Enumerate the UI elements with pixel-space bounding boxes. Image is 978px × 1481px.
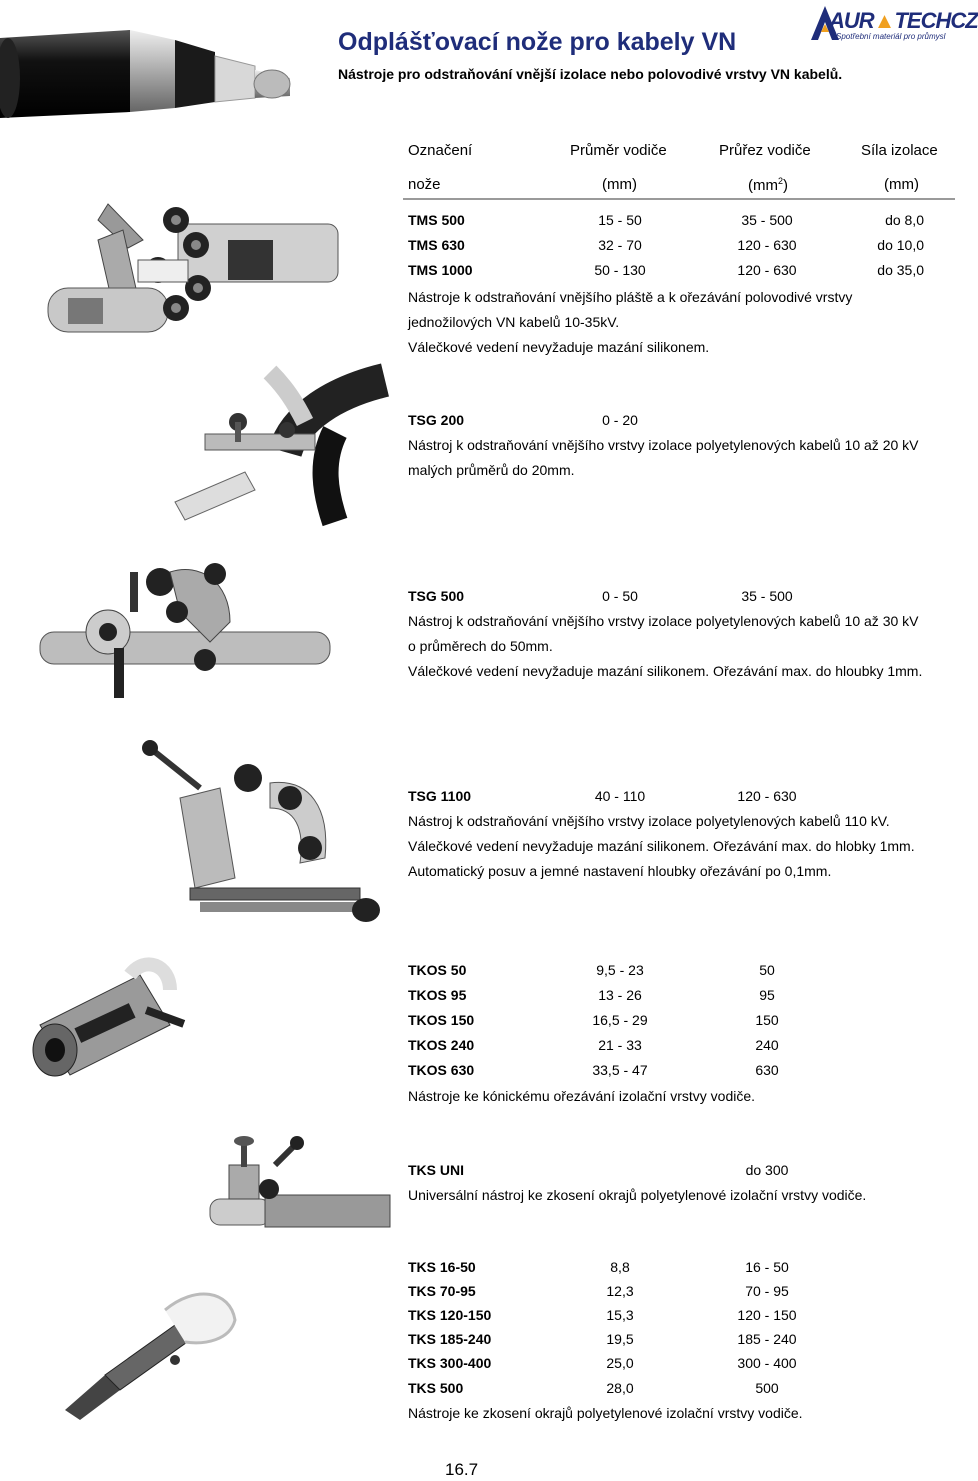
tks-row-6-diam: 28,0 (606, 1380, 634, 1396)
tks-row-2-diam: 12,3 (606, 1283, 634, 1299)
tms-row-3-section: 120 - 630 (737, 262, 797, 278)
page-subtitle: Nástroje pro odstraňování vnější izolace nebo polovodivé vrstvy VN kabelů. (338, 66, 843, 82)
tkos-row-4-section: 240 (755, 1037, 779, 1053)
tms-row-2-diam: 32 - 70 (598, 237, 642, 253)
tkos-row-5-name: TKOS 630 (408, 1062, 475, 1078)
tkos-row-1-section: 50 (759, 962, 775, 978)
col-header-section: Průřez vodiče (719, 142, 811, 159)
tks-row-6-section: 500 (755, 1380, 779, 1396)
tks-row-2-section: 70 - 95 (745, 1283, 789, 1299)
tks-row-4-name: TKS 185-240 (408, 1331, 492, 1347)
tks-desc: Nástroje ke zkosení okrajů polyetylenové izolační vrstvy vodiče. (408, 1405, 803, 1421)
tks-row-4-diam: 19,5 (606, 1331, 634, 1347)
tms-tool-image (48, 200, 378, 340)
tks-uni-tool-image (205, 1135, 395, 1235)
tks-row-6-name: TKS 500 (408, 1380, 464, 1396)
tsg500-desc-1: Nástroj k odstraňování vnějšího vrstvy izolace polyetylenových kabelů 10 až 30 kV (408, 613, 919, 629)
tms-row-1-name: TMS 500 (408, 212, 465, 228)
tsg1100-desc-3: Automatický posuv a jemné nastavení hloubky ořezávání po 0,1mm. (408, 863, 832, 879)
tks-tool-image (65, 1280, 240, 1420)
tsg200-desc-1: Nástroj k odstraňování vnějšího vrstvy izolace polyetylenových kabelů 10 až 20 kV (408, 437, 919, 453)
col-subheader-diameter: (mm) (602, 176, 637, 193)
header-divider (403, 198, 955, 200)
tks-row-3-diam: 15,3 (606, 1307, 634, 1323)
tkos-row-4-diam: 21 - 33 (598, 1037, 642, 1053)
tsg200-desc-2: malých průměrů do 20mm. (408, 462, 575, 478)
tms-row-1-section: 35 - 500 (741, 212, 793, 228)
tms-row-1-insul: do 8,0 (885, 212, 924, 228)
logo-brand-b: TECHCZ (894, 8, 978, 33)
tkos-row-2-name: TKOS 95 (408, 987, 467, 1003)
tks-row-2-name: TKS 70-95 (408, 1283, 476, 1299)
tksuni-section: do 300 (745, 1162, 789, 1178)
tsg200-diam: 0 - 20 (602, 412, 638, 428)
col-header-insulation: Síla izolace (861, 142, 938, 159)
tms-desc-1: Nástroje k odstraňování vnějšího pláště a k ořezávání polovodivé vrstvy (408, 289, 853, 305)
tsg500-desc-3: Válečkové vedení nevyžaduje mazání silikonem. Ořezávání max. do hloubky 1mm. (408, 663, 923, 679)
tsg500-desc-2: o průměrech do 50mm. (408, 638, 553, 654)
page-number: 16.7 (445, 1460, 479, 1479)
tms-row-2-section: 120 - 630 (737, 237, 797, 253)
tkos-row-1-diam: 9,5 - 23 (596, 962, 644, 978)
tks-row-5-diam: 25,0 (606, 1355, 634, 1371)
tks-row-3-name: TKS 120-150 (408, 1307, 492, 1323)
col-header-diameter: Průměr vodiče (570, 142, 667, 159)
tsg-200-tool-image (175, 362, 390, 532)
page-title: Odplášťovací nože pro kabely VN (338, 28, 737, 56)
tsg200-name: TSG 200 (408, 412, 465, 428)
col-subheader-designation: nože (408, 176, 441, 193)
tsg1100-section: 120 - 630 (737, 788, 797, 804)
tsg1100-diam: 40 - 110 (594, 788, 646, 804)
tksuni-name: TKS UNI (408, 1162, 464, 1178)
tkos-row-2-section: 95 (759, 987, 775, 1003)
logo-tagline: Spotřební materiál pro průmysl (836, 32, 946, 41)
tms-row-2-name: TMS 630 (408, 237, 465, 253)
tkos-row-5-diam: 33,5 - 47 (592, 1062, 648, 1078)
tks-row-1-section: 16 - 50 (745, 1259, 789, 1275)
tms-desc-3: Válečkové vedení nevyžaduje mazání silikonem. (408, 339, 710, 355)
tkos-row-2-diam: 13 - 26 (598, 987, 642, 1003)
tms-row-3-name: TMS 1000 (408, 262, 473, 278)
tms-row-2-insul: do 10,0 (877, 237, 924, 253)
tms-row-3-diam: 50 - 130 (594, 262, 646, 278)
cable-cross-section-image (0, 0, 335, 125)
tsg500-diam: 0 - 50 (602, 588, 638, 604)
tkos-row-5-section: 630 (755, 1062, 779, 1078)
tsg500-name: TSG 500 (408, 588, 465, 604)
tkos-desc: Nástroje ke kónickému ořezávání izolační vrstvy vodiče. (408, 1088, 756, 1104)
tms-desc-2: jednožilových VN kabelů 10-35kV. (408, 314, 620, 330)
tkos-row-1-name: TKOS 50 (408, 962, 467, 978)
tkos-row-3-diam: 16,5 - 29 (592, 1012, 648, 1028)
tms-row-3-insul: do 35,0 (877, 262, 924, 278)
tkos-row-3-section: 150 (755, 1012, 779, 1028)
tks-row-5-section: 300 - 400 (737, 1355, 797, 1371)
logo-brand-a: AUR (829, 8, 874, 33)
col-subheader-section: $(mm^2)$ (748, 176, 789, 194)
tms-row-1-diam: 15 - 50 (598, 212, 642, 228)
tkos-tool-image (20, 955, 190, 1085)
tsg1100-desc-1: Nástroj k odstraňování vnějšího vrstvy izolace polyetylenových kabelů 110 kV. (408, 813, 890, 829)
company-logo: AUR▲TECHCZ (805, 2, 955, 46)
tsg1100-name: TSG 1100 (408, 788, 472, 804)
tsg500-section: 35 - 500 (741, 588, 793, 604)
col-header-designation: Označení (408, 142, 473, 159)
col-subheader-insulation: (mm) (884, 176, 919, 193)
tkos-row-4-name: TKOS 240 (408, 1037, 475, 1053)
tks-row-4-section: 185 - 240 (737, 1331, 797, 1347)
tks-row-1-name: TKS 16-50 (408, 1259, 476, 1275)
tks-row-1-diam: 8,8 (610, 1259, 630, 1275)
tks-row-3-section: 120 - 150 (737, 1307, 797, 1323)
tkos-row-3-name: TKOS 150 (408, 1012, 475, 1028)
tks-row-5-name: TKS 300-400 (408, 1355, 492, 1371)
tsg-500-tool-image (30, 562, 345, 707)
tsg-1100-tool-image (140, 738, 390, 938)
tksuni-desc: Universální nástroj ke zkosení okrajů polyetylenové izolační vrstvy vodiče. (408, 1187, 867, 1203)
tsg1100-desc-2: Válečkové vedení nevyžaduje mazání silikonem. Ořezávání max. do hlobky 1mm. (408, 838, 915, 854)
